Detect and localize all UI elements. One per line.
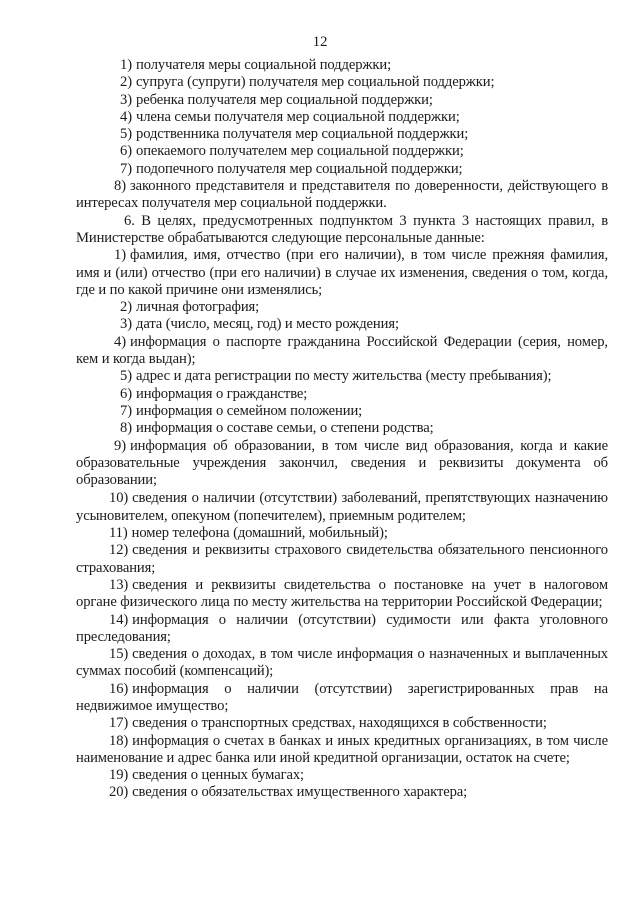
list-item-text: информация о паспорте гражданина Российской Федерации (серия, номер, кем и когда выдан); <box>76 333 608 368</box>
list-item <box>76 143 608 160</box>
list-item-text: получателя меры социальной поддержки; <box>136 57 392 73</box>
list-item-text: информация о семейном положении; <box>136 402 363 419</box>
list-item-number: 6) <box>120 385 132 402</box>
list-item-text: личная фотография; <box>136 299 260 316</box>
list-item <box>76 577 608 612</box>
list-item-number: 15) <box>109 646 129 663</box>
list-item-text: номер телефона (домашний, мобильный); <box>131 525 388 542</box>
list-item-number: 2) <box>120 299 132 316</box>
list-item-text: сведения о доходах, в том числе информация о назначенных и выплаченных суммах пособий (компенсаций); <box>76 646 608 680</box>
list-item <box>76 368 608 385</box>
list-item-number: 3) <box>120 316 132 333</box>
list-item <box>76 438 608 490</box>
list-item-number: 9) <box>114 437 126 454</box>
list-item-number: 13) <box>109 576 129 593</box>
list-item-text: сведения о ценных бумагах; <box>132 767 305 784</box>
recipient-list <box>76 57 608 213</box>
list-item-text: родственника получателя мер социальной поддержки; <box>136 126 469 143</box>
list-item-text: информация о счетах в банках и иных кредитных организациях, в том числе наименование и адрес банка или иной кредитной организации, остаток на счете; <box>76 732 608 766</box>
list-item-text: адрес и дата регистрации по месту жительства (месту пребывания); <box>136 368 552 385</box>
list-item-number: 11) <box>109 525 128 542</box>
list-item <box>76 334 608 369</box>
list-item <box>76 784 608 801</box>
list-item-number: 8) <box>120 420 132 437</box>
list-item <box>76 92 608 109</box>
list-item-number: 17) <box>109 715 129 732</box>
list-item-text: сведения о транспортных средствах, находящихся в собственности; <box>132 715 547 732</box>
list-item-text: члена семьи получателя мер социальной поддержки; <box>136 108 460 125</box>
list-item <box>76 767 608 784</box>
list-item-number: 6) <box>120 143 132 160</box>
list-item <box>76 57 608 74</box>
list-item-number: 1) <box>120 57 132 73</box>
list-item-number: 20) <box>109 784 129 801</box>
list-item-number: 1) <box>114 247 126 264</box>
list-item-number: 2) <box>120 74 132 91</box>
list-item-number: 16) <box>109 680 129 697</box>
list-item <box>76 178 608 213</box>
list-item-text: информация о наличии (отсутствии) зарегистрированных прав на недвижимое имущество; <box>76 680 608 714</box>
list-item <box>76 542 608 577</box>
personal-data-list <box>76 247 608 802</box>
list-item-number: 4) <box>120 108 132 125</box>
list-item-number: 5) <box>120 126 132 143</box>
list-item <box>76 299 608 316</box>
list-item-number: 14) <box>109 611 129 628</box>
list-item-text: дата (число, месяц, год) и место рождения; <box>136 316 399 333</box>
list-item-text: законного представителя и представителя по доверенности, действующего в интересах получателя мер социальной поддержки. <box>76 178 608 212</box>
list-item-text: опекаемого получателем мер социальной поддержки; <box>136 143 464 160</box>
list-item-text: сведения и реквизиты страхового свидетельства обязательного пенсионного страхования; <box>76 542 608 576</box>
list-item-text: сведения о наличии (отсутствии) заболеваний, препятствующих назначению усыновителем, опекуном (попечителем), приемным родителем; <box>76 490 608 524</box>
list-item <box>76 109 608 126</box>
list-item-number: 19) <box>109 767 129 784</box>
list-item-number: 7) <box>120 160 132 177</box>
list-item-text: информация о наличии (отсутствии) судимости или факта уголовного преследования; <box>76 611 608 645</box>
list-item <box>76 525 608 542</box>
list-item-text: информация об образовании, в том числе вид образования, когда и какие образовательные учреждения закончил, сведения и реквизиты документа об образовании; <box>76 437 608 489</box>
list-item <box>76 386 608 403</box>
list-item-text: ребенка получателя мер социальной поддержки; <box>136 91 433 108</box>
list-item-text: подопечного получателя мер социальной поддержки; <box>136 160 463 177</box>
list-item-number: 8) <box>114 178 126 195</box>
list-item-text: сведения и реквизиты свидетельства о постановке на учет в налоговом органе физического лица по месту жительства на территории Российской Федерации; <box>76 576 608 611</box>
list-item <box>76 490 608 525</box>
list-item-text: информация о составе семьи, о степени родства; <box>136 420 434 437</box>
list-item-number: 3) <box>120 91 132 108</box>
list-item <box>76 733 608 768</box>
list-item-text: супруга (супруги) получателя мер социальной поддержки; <box>136 74 495 91</box>
document-body <box>76 57 608 802</box>
list-item-number: 12) <box>109 542 129 559</box>
page-number: 12 <box>312 34 328 50</box>
list-item-number: 18) <box>109 732 129 749</box>
list-item-text: сведения о обязательствах имущественного характера; <box>132 784 468 801</box>
list-item <box>76 161 608 178</box>
list-item <box>76 126 608 143</box>
list-item <box>76 612 608 647</box>
list-item <box>76 715 608 732</box>
list-item <box>76 316 608 333</box>
list-item-number: 7) <box>120 402 132 419</box>
list-item-number: 5) <box>120 368 132 385</box>
list-item <box>76 420 608 437</box>
list-item <box>76 247 608 299</box>
list-item <box>76 74 608 91</box>
paragraph-6: 6. В целях, предусмотренных подпунктом 3 пункта 3 настоящих правил, в Министерстве обрабатываются следующие персональные данные: <box>76 212 608 246</box>
list-item <box>76 681 608 716</box>
list-item-number: 10) <box>109 490 129 507</box>
list-item-number: 4) <box>114 333 126 350</box>
list-item-text: информация о гражданстве; <box>136 385 308 402</box>
list-item <box>76 403 608 420</box>
list-item-text: фамилия, имя, отчество (при его наличии), в том числе прежняя фамилия, имя и (или) отчество (при его наличии) в случае их изменения, сведения о том, когда, где и по какой причине они изменялись; <box>76 247 608 298</box>
list-item <box>76 646 608 681</box>
